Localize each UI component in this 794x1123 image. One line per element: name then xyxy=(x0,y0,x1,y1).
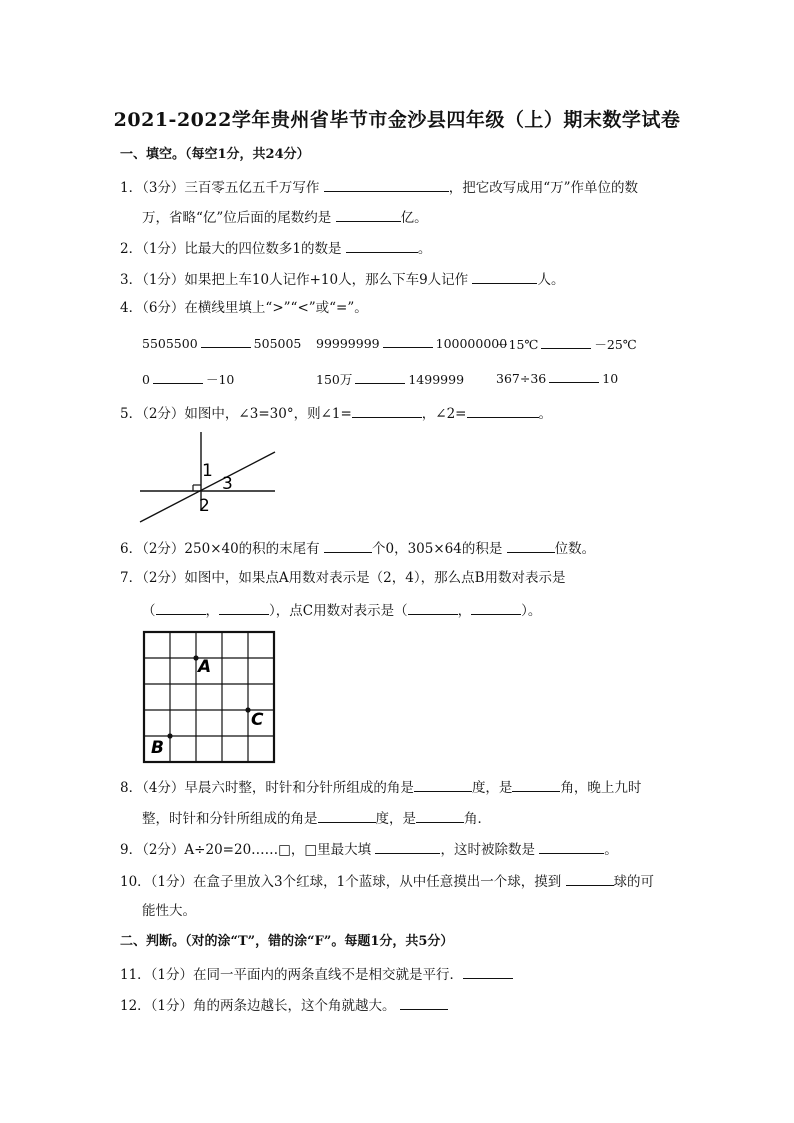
q7-text-b4: ， xyxy=(457,603,472,619)
grid-figure xyxy=(140,628,280,768)
q8-blank-1[interactable] xyxy=(414,777,472,792)
q1-text-d: 亿。 xyxy=(400,210,428,226)
q8-text-b: 度，是 xyxy=(471,780,513,796)
angle-label-1: 1 xyxy=(202,461,213,481)
q5-blank-1[interactable] xyxy=(352,403,422,418)
compare-blank[interactable] xyxy=(355,371,405,384)
q9-text-b: ，这时被除数是 xyxy=(440,842,535,858)
q6-text-a: 6．（2分）250×40的积的末尾有 xyxy=(120,541,320,557)
q2-text-b: 。 xyxy=(417,241,432,257)
question-9 xyxy=(120,839,618,859)
section-2-heading: 二、判断。（对的涂“T”，错的涂“F”。每题1分，共5分） xyxy=(120,934,454,949)
compare-left: 0 xyxy=(142,372,150,387)
q3-text-a: 3．（1分）如果把上车10人记作+10人，那么下车9人记作 xyxy=(120,272,469,288)
question-3 xyxy=(120,269,564,289)
q8-blank-4[interactable] xyxy=(416,808,464,823)
compare-item-4 xyxy=(142,370,234,388)
compare-item-2 xyxy=(316,335,507,351)
compare-left: －15℃ xyxy=(496,337,539,352)
question-5 xyxy=(120,403,552,423)
compare-item-6 xyxy=(496,370,618,386)
question-8-cont xyxy=(142,808,491,828)
question-6 xyxy=(120,538,595,558)
q9-blank-1[interactable] xyxy=(375,839,440,854)
q7-text-b1: （ xyxy=(142,603,156,619)
q7-text-b5: ）。 xyxy=(521,603,542,619)
q5-text-b: ，∠2= xyxy=(421,406,467,422)
angle-figure xyxy=(135,430,285,530)
q8-blank-3[interactable] xyxy=(318,808,376,823)
q8-text-d: 整，时针和分针所组成的角是 xyxy=(142,811,318,827)
compare-item-3 xyxy=(496,335,637,353)
question-8 xyxy=(120,777,641,797)
compare-right: －10 xyxy=(205,372,235,387)
question-12 xyxy=(120,995,448,1015)
q1-blank-2[interactable] xyxy=(336,207,401,222)
point-a-label: A xyxy=(198,657,212,677)
question-1-cont xyxy=(142,207,428,227)
page-title: 2021-2022学年贵州省毕节市金沙县四年级（上）期末数学试卷 xyxy=(113,109,681,131)
question-4 xyxy=(120,299,368,317)
compare-right: －25℃ xyxy=(594,337,637,352)
q10-blank[interactable] xyxy=(566,871,614,886)
question-7-cont xyxy=(142,600,541,620)
compare-right: 10 xyxy=(602,371,619,386)
q7-text-a: 7．（2分）如图中，如果点A用数对表示是（2，4），那么点B用数对表示是 xyxy=(120,570,566,586)
q8-blank-2[interactable] xyxy=(512,777,560,792)
question-10-cont xyxy=(142,902,196,920)
angle-label-3: 3 xyxy=(222,474,233,494)
compare-left: 5505500 xyxy=(142,336,198,351)
q6-text-c: 位数。 xyxy=(554,541,596,557)
compare-blank[interactable] xyxy=(201,335,251,348)
compare-right: 505005 xyxy=(253,336,302,351)
q10-text-c: 能性大。 xyxy=(142,903,196,919)
q5-text-a: 5．（2分）如图中，∠3=30°，则∠1= xyxy=(120,406,352,422)
q12-blank[interactable] xyxy=(400,995,448,1010)
compare-blank[interactable] xyxy=(541,336,591,349)
q2-blank[interactable] xyxy=(346,238,418,253)
section-1-heading: 一、填空。（每空1分，共24分） xyxy=(120,147,310,162)
q7-blank-4[interactable] xyxy=(471,600,521,615)
question-10 xyxy=(120,871,654,891)
q7-text-b3: ），点C用数对表示是（ xyxy=(269,603,408,619)
question-7 xyxy=(120,569,566,587)
q11-blank[interactable] xyxy=(463,964,513,979)
q10-text-a: 10．（1分）在盒子里放入3个红球，1个蓝球，从中任意摸出一个球，摸到 xyxy=(120,874,562,890)
q1-text-c: 万，省略“亿”位后面的尾数约是 xyxy=(142,210,332,226)
question-1 xyxy=(120,177,638,197)
angle-label-2: 2 xyxy=(199,496,210,516)
q9-text-a: 9．（2分）A÷20=20……□，□里最大填 xyxy=(120,842,372,858)
question-2 xyxy=(120,238,431,258)
compare-right: 1499999 xyxy=(408,372,465,387)
compare-blank[interactable] xyxy=(549,370,599,383)
compare-right: 100000000 xyxy=(435,336,508,351)
question-11 xyxy=(120,964,513,984)
q5-blank-2[interactable] xyxy=(467,403,539,418)
q1-blank-1[interactable] xyxy=(324,177,449,192)
compare-blank[interactable] xyxy=(153,371,203,384)
q3-text-b: 人。 xyxy=(537,272,565,288)
q6-text-b: 个0，305×64的积是 xyxy=(371,541,503,557)
point-b-dot xyxy=(167,733,172,738)
q8-text-f: 角． xyxy=(464,811,491,827)
q9-blank-2[interactable] xyxy=(539,839,604,854)
q12-text: 12．（1分）角的两条边越长，这个角就越大。 xyxy=(120,998,396,1014)
q8-text-a: 8．（4分）早晨六时整，时针和分针所组成的角是 xyxy=(120,780,414,796)
compare-left: 367÷36 xyxy=(496,371,547,386)
q3-blank[interactable] xyxy=(472,269,537,284)
q4-text: 4．（6分）在横线里填上“>”“<”或“=”。 xyxy=(120,300,368,316)
q9-text-c: 。 xyxy=(604,842,618,858)
q1-text-b: ，把它改写成用“万”作单位的数 xyxy=(448,180,639,196)
compare-item-5 xyxy=(316,370,464,388)
point-c-dot xyxy=(245,707,250,712)
q8-text-e: 度，是 xyxy=(375,811,416,827)
compare-left: 99999999 xyxy=(316,336,380,351)
q2-text-a: 2．（1分）比最大的四位数多1的数是 xyxy=(120,241,342,257)
point-b-label: B xyxy=(151,738,164,758)
q8-text-c: 角，晚上九时 xyxy=(560,780,642,796)
q7-blank-1[interactable] xyxy=(156,600,206,615)
q11-text: 11．（1分）在同一平面内的两条直线不是相交就是平行． xyxy=(120,967,464,983)
q6-blank-1[interactable] xyxy=(324,538,372,553)
compare-left: 150万 xyxy=(316,372,353,387)
compare-item-1 xyxy=(142,335,301,351)
q7-blank-2[interactable] xyxy=(219,600,269,615)
q5-text-c: 。 xyxy=(538,406,552,422)
q7-text-b2: ， xyxy=(205,603,219,619)
point-c-label: C xyxy=(251,710,264,730)
q10-text-b: 球的可 xyxy=(613,874,654,890)
q1-text-a: 1．（3分）三百零五亿五千万写作 xyxy=(120,180,320,196)
q7-blank-3[interactable] xyxy=(408,600,458,615)
compare-blank[interactable] xyxy=(383,335,433,348)
q6-blank-2[interactable] xyxy=(507,538,555,553)
